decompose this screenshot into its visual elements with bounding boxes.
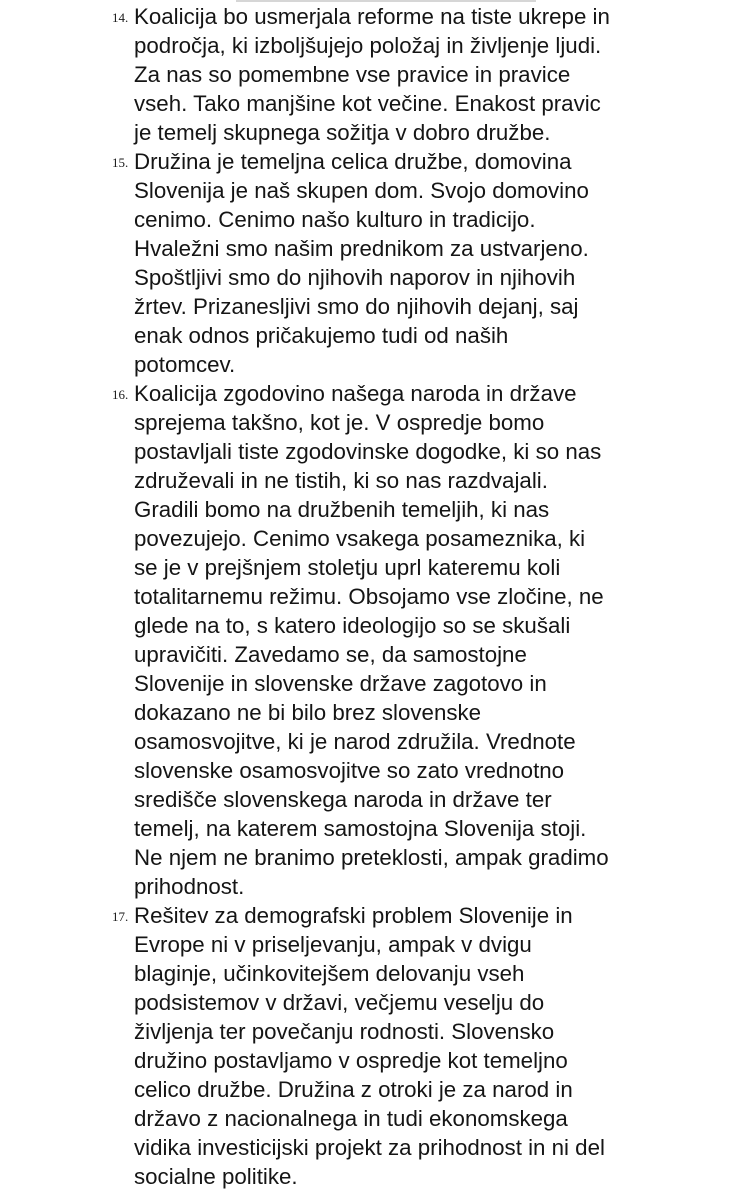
- text-line: Ne njem ne branimo preteklosti, ampak gradimo: [134, 845, 609, 870]
- item-text: [134, 147, 704, 379]
- text-line: Rešitev za demografski problem Slovenije in: [134, 903, 573, 928]
- text-line: socialne politike.: [134, 1164, 298, 1189]
- text-line: osamosvojitve, ki je narod združila. Vrednote: [134, 729, 576, 754]
- text-line: žrtev. Prizanesljivi smo do njihovih dejanj, saj: [134, 294, 579, 319]
- text-line: temelj, na katerem samostojna Slovenija stoji.: [134, 816, 587, 841]
- text-line: postavljali tiste zgodovinske dogodke, ki so nas: [134, 439, 602, 464]
- text-line: potomcev.: [134, 352, 236, 377]
- text-line: dokazano ne bi bilo brez slovenske: [134, 700, 482, 725]
- item-text: [134, 901, 704, 1191]
- text-line: glede na to, s katero ideologijo so se skušali: [134, 613, 571, 638]
- text-line: področja, ki izboljšujejo položaj in življenje ljudi.: [134, 33, 602, 58]
- text-line: upravičiti. Zavedamo se, da samostojne: [134, 642, 527, 667]
- text-line: Hvaležni smo našim prednikom za ustvarjeno.: [134, 236, 589, 261]
- text-line: cenimo. Cenimo našo kulturo in tradicijo.: [134, 207, 536, 232]
- item-number: 16.: [112, 387, 129, 402]
- text-line: enak odnos pričakujemo tudi od naših: [134, 323, 509, 348]
- text-line: blaginje, učinkovitejšem delovanju vseh: [134, 961, 525, 986]
- list-item: [0, 901, 754, 1191]
- text-line: središče slovenskega naroda in države ter: [134, 787, 552, 812]
- text-line: totalitarnemu režimu. Obsojamo vse zločine, ne: [134, 584, 604, 609]
- text-line: združevali in ne tistih, ki so nas razdvajali.: [134, 468, 548, 493]
- numbered-list: [0, 2, 754, 1191]
- item-number: 14.: [112, 10, 129, 25]
- text-line: Koalicija bo usmerjala reforme na tiste ukrepe in: [134, 4, 610, 29]
- text-line: družino postavljamo v ospredje kot temeljno: [134, 1048, 568, 1073]
- text-line: Gradili bomo na družbenih temeljih, ki nas: [134, 497, 550, 522]
- text-line: Slovenije in slovenske države zagotovo in: [134, 671, 547, 696]
- text-line: Evrope ni v priseljevanju, ampak v dvigu: [134, 932, 532, 957]
- text-line: Družina je temeljna celica družbe, domovina: [134, 149, 572, 174]
- text-line: vseh. Tako manjšine kot večine. Enakost pravic: [134, 91, 601, 116]
- text-line: se je v prejšnjem stoletju uprl kateremu koli: [134, 555, 561, 580]
- item-number: 17.: [112, 909, 129, 924]
- list-item: [0, 147, 754, 379]
- item-text: [134, 2, 704, 147]
- text-line: vidika investicijski projekt za prihodnost in ni del: [134, 1135, 605, 1160]
- item-number: 15.: [112, 155, 129, 170]
- text-line: državo z nacionalnega in tudi ekonomskega: [134, 1106, 568, 1131]
- text-line: slovenske osamosvojitve so zato vrednotno: [134, 758, 565, 783]
- text-line: Koalicija zgodovino našega naroda in države: [134, 381, 577, 406]
- text-line: povezujejo. Cenimo vsakega posameznika, ki: [134, 526, 586, 551]
- text-line: sprejema takšno, kot je. V ospredje bomo: [134, 410, 545, 435]
- text-line: Spoštljivi smo do njihovih naporov in njihovih: [134, 265, 576, 290]
- text-line: celico družbe. Družina z otroki je za narod in: [134, 1077, 573, 1102]
- list-item: [0, 2, 754, 147]
- list-item: [0, 379, 754, 901]
- text-line: Za nas so pomembne vse pravice in pravice: [134, 62, 571, 87]
- text-line: življenja ter povečanju rodnosti. Slovensko: [134, 1019, 555, 1044]
- item-text: [134, 379, 704, 901]
- text-line: prihodnost.: [134, 874, 245, 899]
- text-line: je temelj skupnega sožitja v dobro družbe.: [134, 120, 551, 145]
- text-line: podsistemov v državi, večjemu veselju do: [134, 990, 545, 1015]
- text-line: Slovenija je naš skupen dom. Svojo domovino: [134, 178, 589, 203]
